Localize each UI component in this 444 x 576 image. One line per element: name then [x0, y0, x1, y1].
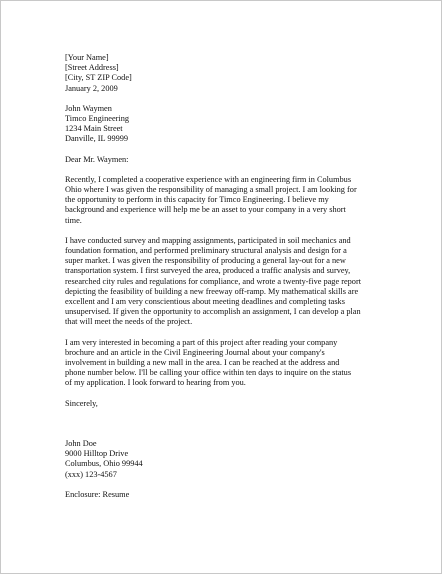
recipient-company: Timco Engineering	[65, 114, 129, 124]
enclosure: Enclosure: Resume	[65, 489, 130, 499]
signature-phone: (xxx) 123-4567	[65, 469, 117, 479]
paragraph-line: super market. I was given the responsibility of producing a general lay-out for a new	[65, 256, 346, 266]
signature-street: 9000 Hilltop Drive	[65, 449, 129, 459]
paragraph-line: brochure and an article in the Civil Engineering Journal about your company's	[65, 347, 325, 357]
paragraph-line: foundation formation, and performed preliminary structural analysis and design for a	[65, 246, 347, 256]
paragraph-line: time.	[65, 215, 82, 225]
paragraph-1	[65, 175, 405, 226]
paragraph-line: of my application. I look forward to hearing from you.	[65, 378, 246, 388]
recipient-city: Danville, IL 99999	[65, 134, 129, 144]
paragraph-3	[65, 338, 405, 389]
recipient-address	[65, 104, 405, 145]
letter-date: January 2, 2009	[65, 83, 118, 93]
paragraph-line: background and experience will help me be an asset to your company in a very short	[65, 205, 346, 215]
signature-city: Columbus, Ohio 99944	[65, 459, 143, 469]
paragraph-line: I am very interested in becoming a part of this project after reading your company	[65, 337, 338, 347]
paragraph-line: transportation system. I first surveyed the area, produced a traffic analysis and survey,	[65, 266, 351, 276]
paragraph-line: depicting the feasibility of building a new freeway off-ramp. My mathematical skills are	[65, 286, 359, 296]
letter-body	[65, 53, 405, 500]
signature-block	[65, 439, 405, 480]
paragraph-line: Ohio where I was given the responsibility of managing a small project. I am looking for	[65, 185, 357, 195]
paragraph-line: phone number below. I'll be calling your office within ten days to inquire on the status	[65, 368, 352, 378]
salutation: Dear Mr. Waymen:	[65, 154, 129, 164]
recipient-street: 1234 Main Street	[65, 124, 123, 134]
paragraph-2	[65, 236, 405, 328]
paragraph-line: I have conducted survey and mapping assignments, participated in soil mechanics and	[65, 235, 351, 245]
sender-city: [City, ST ZIP Code]	[65, 73, 132, 83]
paragraph-line: unsupervised. If given the opportunity to accomplish an assignment, I can develop a plan	[65, 307, 361, 317]
sender-address	[65, 53, 405, 94]
sender-name: [Your Name]	[65, 53, 109, 62]
paragraph-line: excellent and I am very conscientious about meeting deadlines and completing tasks	[65, 297, 345, 307]
sender-street: [Street Address]	[65, 63, 119, 73]
paragraph-line: involvement in building a new mall in the area. I can be reached at the address and	[65, 358, 340, 368]
closing: Sincerely,	[65, 398, 98, 408]
signature-name: John Doe	[65, 438, 97, 448]
paragraph-line: researched city rules and regulations for compliance, and wrote a twenty-five page report	[65, 276, 362, 286]
paragraph-line: Recently, I completed a cooperative experience with an engineering firm in Columbus	[65, 174, 352, 184]
recipient-name: John Waymen	[65, 103, 112, 113]
paragraph-line: that will meet the needs of the project.	[65, 317, 193, 327]
paragraph-line: the opportunity to perform in this capacity for Timco Engineering. I believe my	[65, 195, 329, 205]
